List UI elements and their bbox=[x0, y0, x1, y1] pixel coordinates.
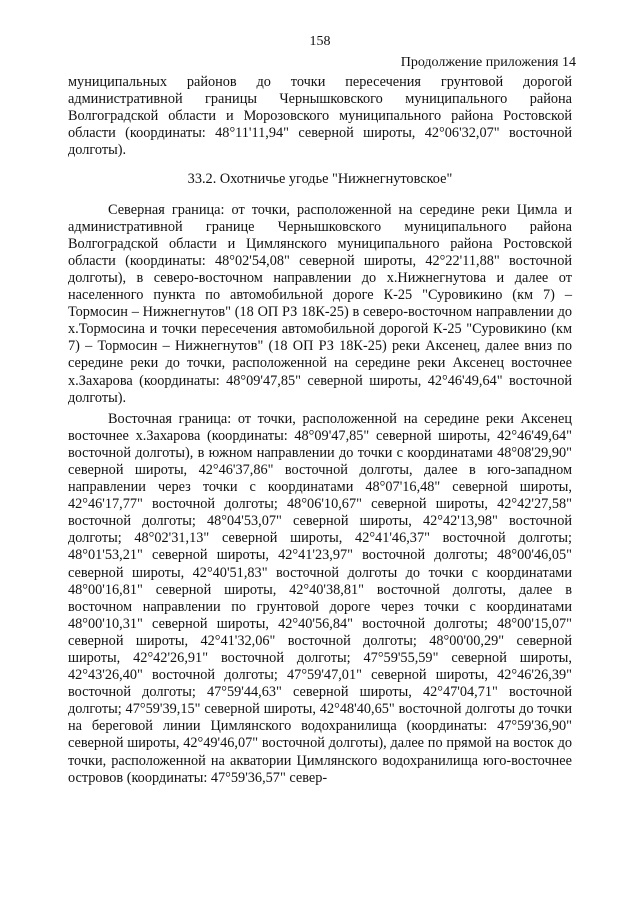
page-number: 158 bbox=[309, 34, 331, 49]
intro-paragraph: муниципальных районов до точки пересечения грунтовой дорогой административной границы Чернышковского муниципального района Волгоградской области и Морозовского муниципального района Ростовской области (координаты: 48°11'11,94" северной широты, 42°06'32,07" восточной долготы). bbox=[68, 74, 572, 159]
north-border-paragraph: Северная граница: от точки, расположенной на середине реки Цимла и административной границе Чернышковского муниципального района Волгоградской области и Цимлянского муниципального района Ростовской области (координаты: 48°02'54,08" северной широты, 42°22'11,88" восточной долготы), в северо-восточном направлении до х.Нижнегнутова и далее от населенного пункта по автомобильной дороге К-25 "Суровикино (км 7) – Тормосин – Нижнегнутов" (18 ОП РЗ 18К-25) в северо-восточном направлении до х.Тормосина и точки пересечения автомобильной дорогой К-25 "Суровикино (км 7) – Тормосин – Нижнегнутов" (18 ОП РЗ 18К-25) реки Аксенец, далее вниз по середине реки до точки, расположенной на середине реки Аксенец восточнее х.Захарова (координаты: 48°09'47,85" северной широты, 42°46'49,64" восточной долготы). bbox=[68, 201, 572, 406]
document-body bbox=[68, 74, 572, 787]
continuation-note: Продолжение приложения 14 bbox=[400, 55, 576, 70]
east-border-paragraph: Восточная граница: от точки, расположенной на середине реки Аксенец восточнее х.Захарова (координаты: 48°09'47,85" северной широты, 42°46'49,64" восточной долготы), в южном направлении до точки с координатами 48°08'29,90" северной широты, 42°46'37,86" восточной долготы, далее в юго-западном направлении через точки с координатами 48°07'16,48" северной широты, 42°46'17,77" восточной долготы; 48°06'10,67" северной широты, 42°42'27,58" восточной долготы; 48°04'53,07" северной широты, 42°42'13,98" восточной долготы; 48°02'31,13" северной широты, 42°41'46,37" восточной долготы; 48°01'53,21" северной широты, 42°41'23,97" восточной долготы; 48°00'46,05" северной широты, 42°40'51,83" восточной долготы до точки с координатами 48°00'16,81" северной широты, 42°40'38,81" восточной долготы, далее в восточном направлении по грунтовой дороге через точки с координатами 48°00'10,31" северной широты, 42°40'56,84" восточной долготы; 48°00'15,07" северной широты, 42°41'32,06" восточной долготы; 48°00'00,29" северной широты, 42°42'26,91" восточной долготы; 47°59'55,59" северной широты, 42°43'26,40" восточной долготы; 47°59'47,01" северной широты, 42°46'26,39" восточной долготы; 47°59'44,63" северной широты, 42°47'04,71" восточной долготы; 47°59'39,15" северной широты, 42°48'40,65" восточной долготы до точки на береговой линии Цимлянского водохранилища (координаты: 47°59'36,90" северной широты, 42°49'46,07" восточной долготы), далее по прямой на восток до точки, расположенной на акватории Цимлянского водохранилища юго-восточнее островов (координаты: 47°59'36,57" север- bbox=[68, 410, 572, 786]
section-heading: 33.2. Охотничье угодье "Нижнегнутовское" bbox=[187, 171, 453, 188]
